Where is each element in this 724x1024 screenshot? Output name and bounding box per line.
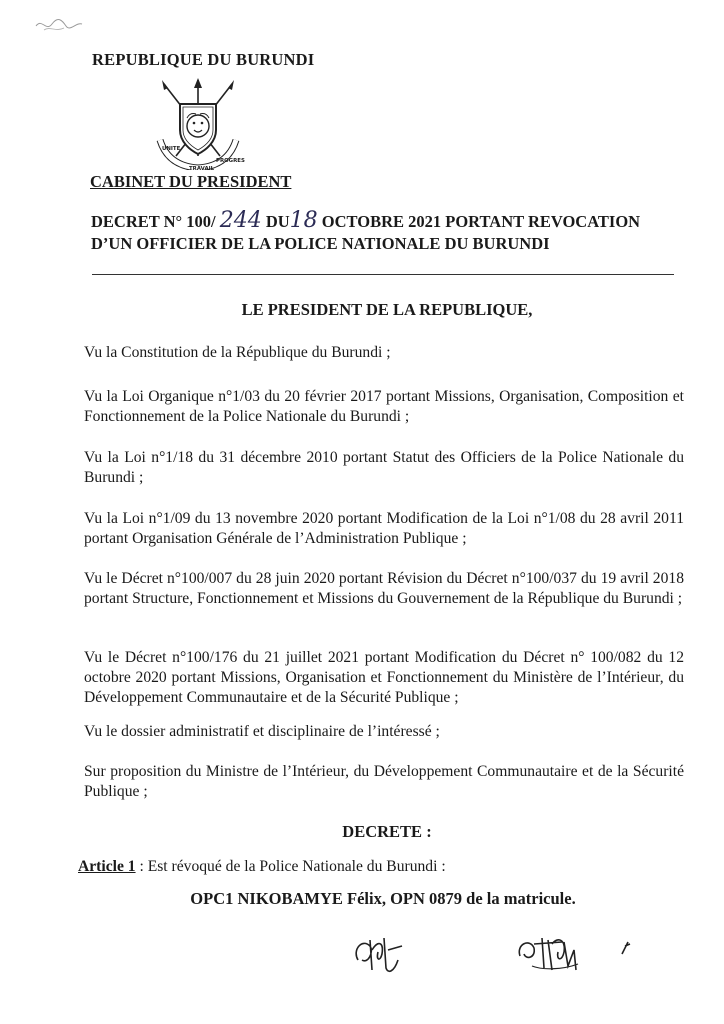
decree-du: DU bbox=[265, 212, 290, 231]
president-heading: LE PRESIDENT DE LA REPUBLIQUE, bbox=[241, 300, 533, 319]
consideration-paragraph: Sur proposition du Ministre de l’Intérieur, du Développement Communautaire et de la Sécurité Publique ; bbox=[84, 763, 684, 800]
svg-text:PROGRES bbox=[216, 158, 245, 164]
decree-prefix: DECRET N° 100/ bbox=[91, 212, 216, 231]
svg-text:UNITE bbox=[162, 146, 181, 152]
signature-initials-left bbox=[348, 930, 408, 976]
cabinet-heading: CABINET DU PRESIDENT bbox=[90, 172, 292, 191]
decree-title bbox=[91, 210, 691, 255]
signature-initials-center bbox=[512, 930, 584, 976]
consideration-paragraph: Vu la Constitution de la République du Burundi ; bbox=[84, 344, 391, 361]
decree-line1-rest: OCTOBRE 2021 PORTANT REVOCATION bbox=[321, 212, 641, 231]
motto-word: UNITE bbox=[162, 146, 181, 152]
consideration-paragraph: Vu le Décret n°100/007 du 28 juin 2020 portant Révision du Décret n°100/037 du 19 avril 2018 portant Structure, Fonctionnement et Missions du Gouvernement de la République du Burundi ; bbox=[84, 570, 684, 607]
decree-title-line-1 bbox=[91, 210, 691, 233]
handwritten-day: 18 bbox=[289, 208, 318, 233]
consideration-paragraph: Vu la Loi Organique n°1/03 du 20 février 2017 portant Missions, Organisation, Composition et Fonctionnement de la Police Nationale du Burundi ; bbox=[84, 388, 684, 425]
motto-word: TRAVAIL bbox=[189, 166, 215, 170]
decree-title-line-2: D’UN OFFICIER DE LA POLICE NATIONALE DU BURUNDI bbox=[91, 234, 550, 253]
article-1-text: : Est révoqué de la Police Nationale du Burundi : bbox=[135, 858, 446, 875]
consideration-paragraph: Vu le dossier administratif et disciplinaire de l’intéressé ; bbox=[84, 723, 440, 740]
consideration-paragraph: Vu la Loi n°1/18 du 31 décembre 2010 portant Statut des Officiers de la Police Nationale du Burundi ; bbox=[84, 449, 684, 486]
consideration-paragraph: Vu la Loi n°1/09 du 13 novembre 2020 portant Modification de la Loi n°1/08 du 28 avril 2011 portant Organisation Générale de l’Administration Publique ; bbox=[84, 510, 684, 547]
handwritten-decree-number: 244 bbox=[219, 208, 262, 233]
horizontal-divider bbox=[92, 274, 674, 275]
signature-mark-right bbox=[618, 938, 634, 956]
decrete-heading: DECRETE : bbox=[342, 822, 432, 841]
consideration-paragraph: Vu le Décret n°100/176 du 21 juillet 2021 portant Modification du Décret n° 100/082 du 12 octobre 2020 portant Missions, Organisation et Fonctionnement du Ministère de l’Intérieur, du Développement Communautaire et de la Sécurité Publique ; bbox=[84, 649, 684, 706]
motto-word: PROGRES bbox=[216, 158, 245, 164]
revoked-officer-line: OPC1 NIKOBAMYE Félix, OPN 0879 de la matricule. bbox=[190, 889, 576, 908]
country-heading: REPUBLIQUE DU BURUNDI bbox=[92, 50, 315, 69]
coat-of-arms-emblem bbox=[150, 78, 246, 170]
corner-scribble-mark bbox=[34, 12, 84, 38]
article-1 bbox=[78, 858, 446, 876]
article-1-label: Article 1 bbox=[78, 858, 136, 875]
